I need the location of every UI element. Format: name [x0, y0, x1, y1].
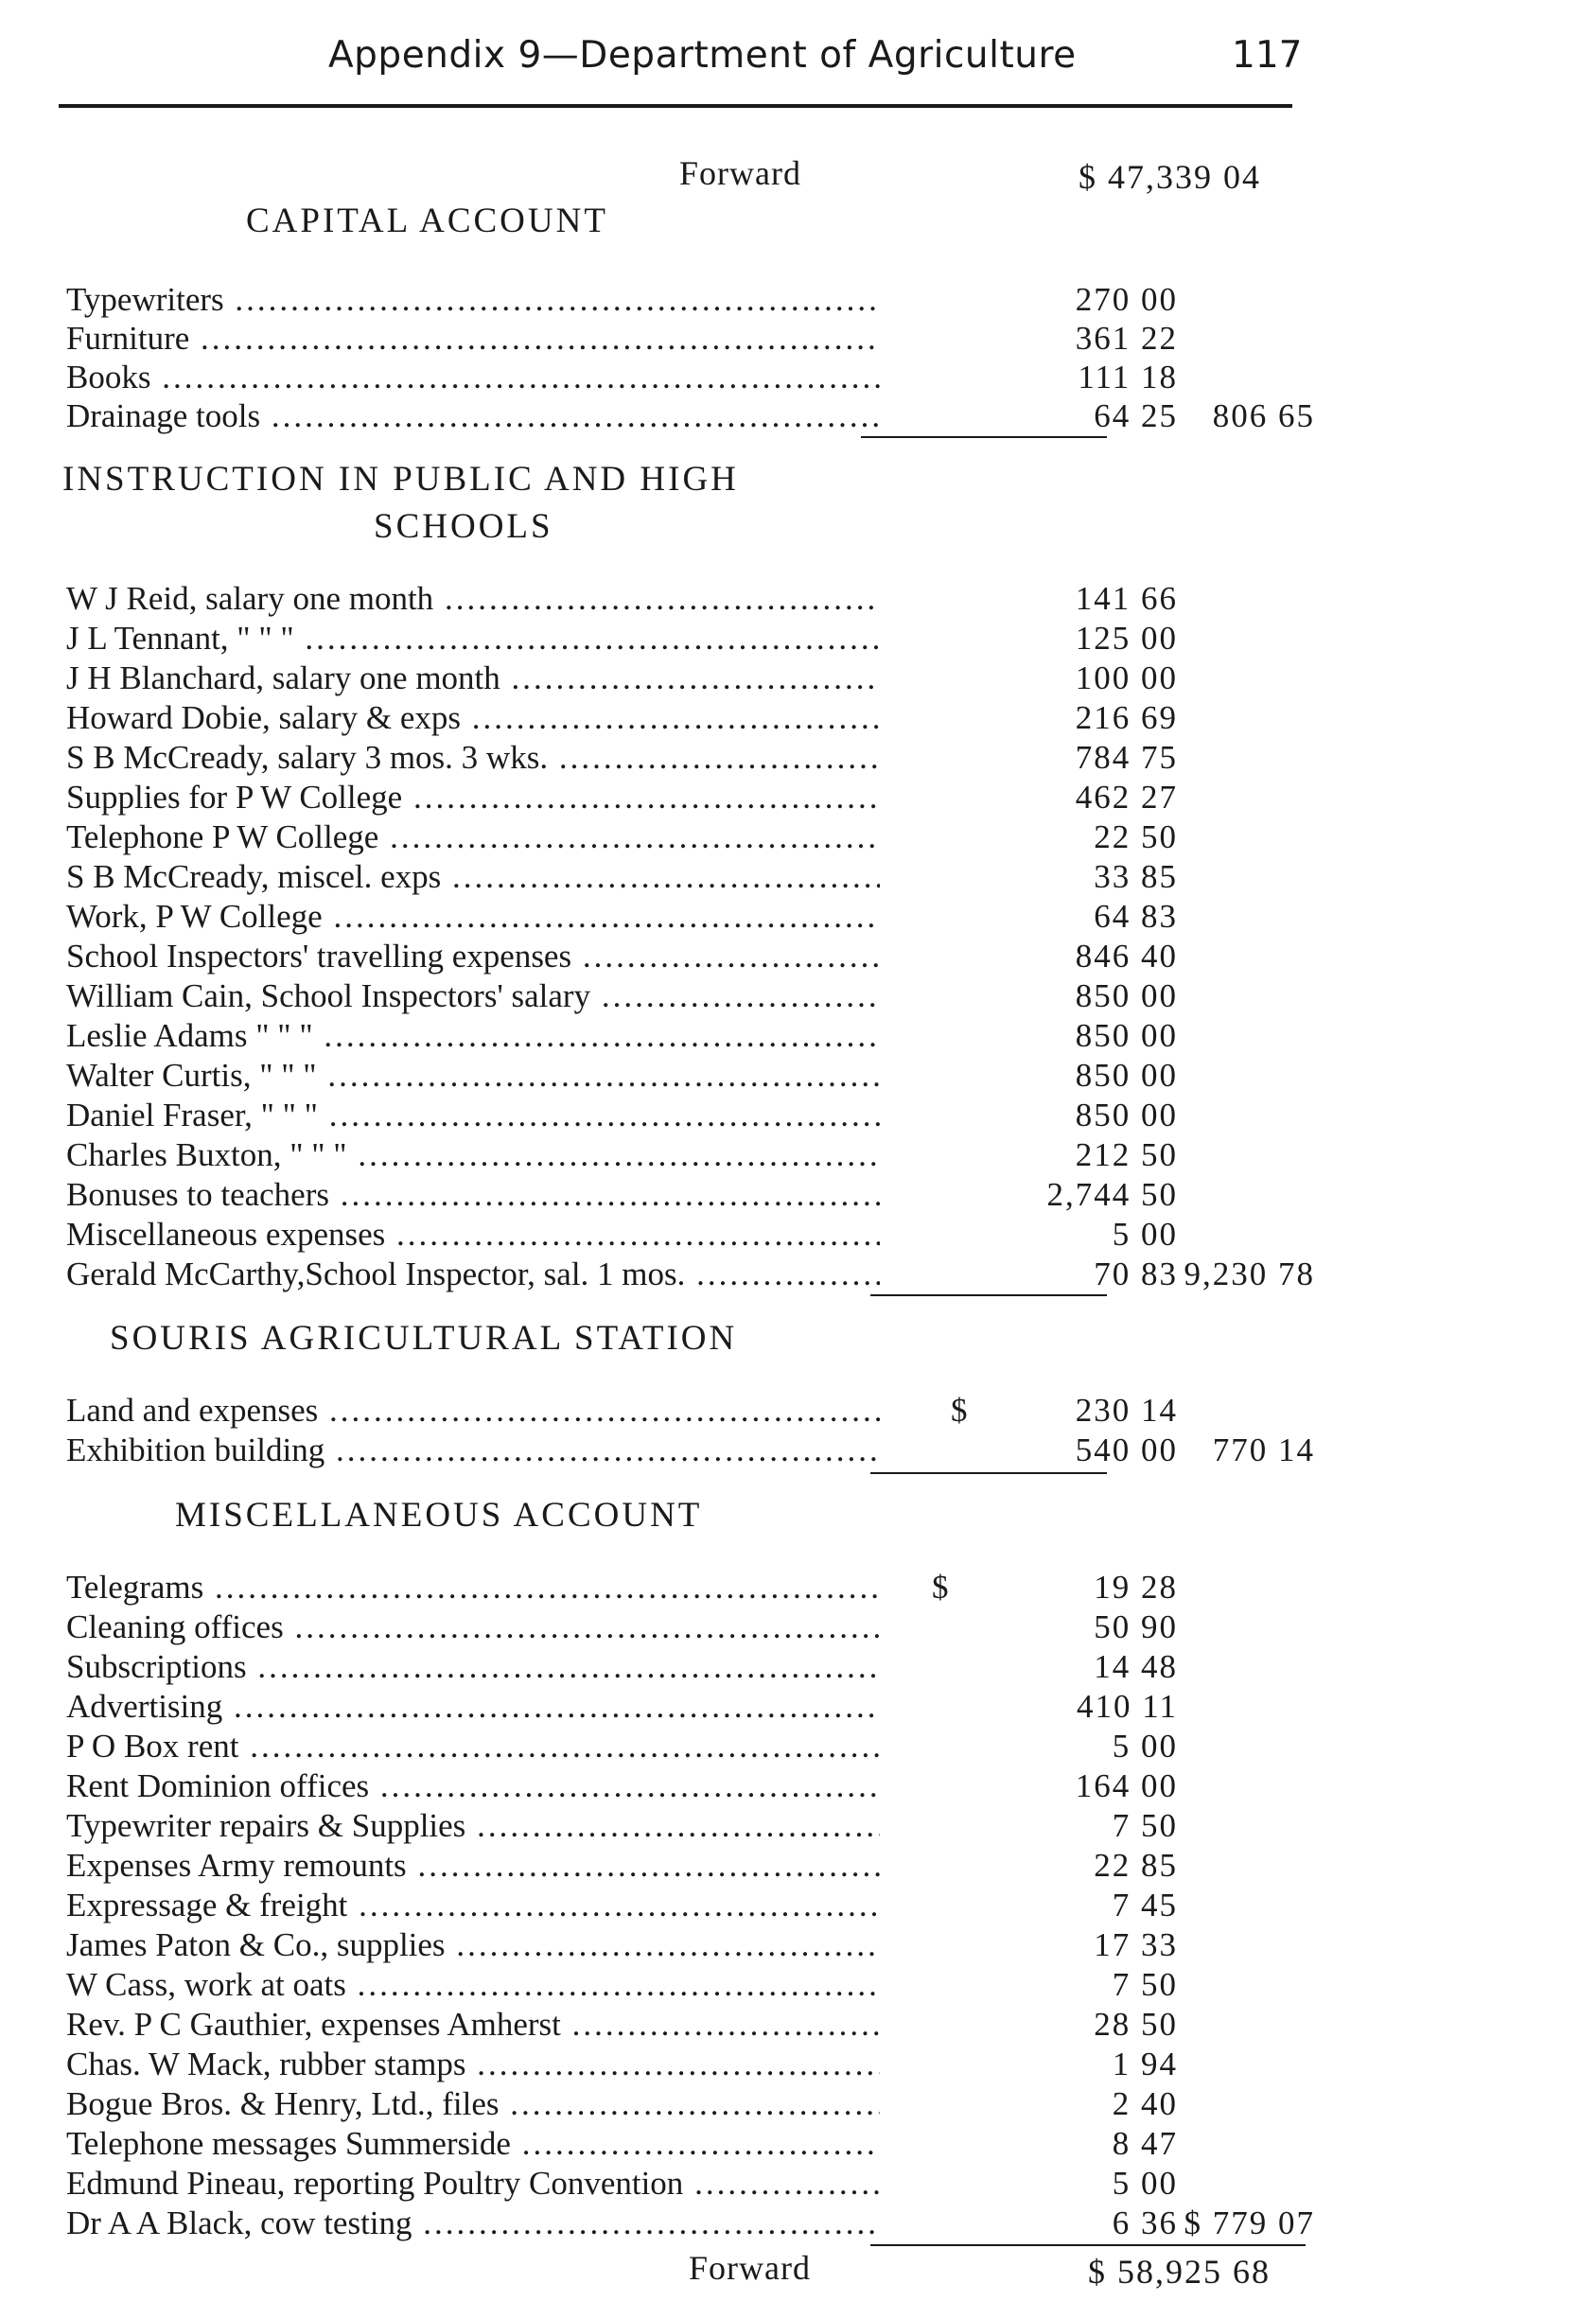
ledger-row	[66, 1256, 1315, 1295]
page-header	[59, 28, 1303, 85]
row-amount: 22 85	[1094, 1847, 1178, 1884]
row-amount: 164 00	[1075, 1767, 1178, 1804]
row-label: Expressage & freight .....	[66, 1887, 880, 1924]
row-label: S B McCready, salary 3 mos. 3 wks. .....	[66, 739, 880, 777]
row-label: Land and expenses .....	[66, 1392, 880, 1430]
ledger-row	[66, 659, 1315, 699]
ledger-row	[66, 2006, 1315, 2046]
subtotal-rule	[870, 2244, 1306, 2246]
ledger-row	[66, 1057, 1315, 1097]
ledger-row	[66, 1608, 1315, 1648]
row-amount: 410 11	[1077, 1688, 1178, 1725]
ledger-row	[66, 359, 1315, 398]
row-label: Leslie Adams " " " .....	[66, 1017, 880, 1055]
row-label: Work, P W College .....	[66, 898, 880, 936]
ledger-row	[66, 1648, 1315, 1688]
row-label: Telegrams .....	[66, 1569, 880, 1607]
row-label: Advertising .....	[66, 1688, 880, 1726]
row-amount: 216 69	[1075, 699, 1178, 736]
section-total: 9,230 78	[1184, 1256, 1315, 1292]
page-number: 117	[1232, 34, 1303, 77]
ledger-row	[66, 2085, 1315, 2125]
row-label: Drainage tools .....	[66, 397, 880, 435]
row-amount: 8 47	[1112, 2125, 1178, 2162]
row-amount: 846 40	[1075, 938, 1178, 975]
section-title-miscellaneous: MISCELLANEOUS ACCOUNT	[175, 1496, 703, 1535]
section-title-instruction: INSTRUCTION IN PUBLIC AND HIGH	[62, 460, 739, 499]
row-label: Books .....	[66, 359, 880, 396]
row-label: Dr A A Black, cow testing .....	[66, 2204, 880, 2242]
row-label: Howard Dobie, salary & exps .....	[66, 699, 880, 737]
row-label: Bonuses to teachers .....	[66, 1176, 880, 1214]
row-amount: 50 90	[1094, 1608, 1178, 1645]
row-label: Rent Dominion offices .....	[66, 1767, 880, 1805]
currency-sign: $	[932, 1569, 949, 1606]
row-label: William Cain, School Inspectors' salary .....	[66, 977, 880, 1015]
forward-amount-bottom: $ 58,925 68	[1088, 2253, 1271, 2291]
subtotal-rule	[870, 1294, 1107, 1296]
ledger-row	[66, 779, 1315, 818]
forward-amount-top: $ 47,339 04	[1079, 158, 1261, 196]
forward-label-bottom: Forward	[689, 2249, 811, 2287]
row-amount: 212 50	[1075, 1136, 1178, 1173]
row-amount: 462 27	[1075, 779, 1178, 816]
row-label: Miscellaneous expenses .....	[66, 1216, 880, 1254]
row-amount: 100 00	[1075, 659, 1178, 696]
row-label: J H Blanchard, salary one month .....	[66, 659, 880, 697]
row-amount: 850 00	[1075, 1057, 1178, 1094]
ledger-row	[66, 1136, 1315, 1176]
ledger-row	[66, 898, 1315, 938]
ledger-row	[66, 620, 1315, 659]
row-amount: 850 00	[1075, 1097, 1178, 1133]
row-label: Daniel Fraser, " " " .....	[66, 1097, 880, 1134]
ledger-row	[66, 1017, 1315, 1057]
row-amount: 33 85	[1094, 858, 1178, 895]
row-amount: 5 00	[1112, 2165, 1178, 2202]
ledger-row	[66, 938, 1315, 977]
row-amount: 5 00	[1112, 1216, 1178, 1253]
row-label: Gerald McCarthy,School Inspector, sal. 1 mos. .....	[66, 1256, 880, 1293]
row-amount: 28 50	[1094, 2006, 1178, 2043]
row-amount: 2 40	[1112, 2085, 1178, 2122]
page-title: Appendix 9—Department of Agriculture	[328, 34, 1077, 77]
row-amount: 19 28	[1094, 1569, 1178, 1606]
ledger-row	[66, 1966, 1315, 2006]
row-label: Typewriter repairs & Supplies .....	[66, 1807, 880, 1845]
row-label: Typewriters .....	[66, 281, 880, 319]
subtotal-rule	[870, 1472, 1107, 1474]
row-amount: 5 00	[1112, 1728, 1178, 1765]
row-label: Charles Buxton, " " " .....	[66, 1136, 880, 1174]
ledger-row	[66, 1807, 1315, 1847]
row-amount: 14 48	[1094, 1648, 1178, 1685]
ledger-row	[66, 2125, 1315, 2165]
ledger-row	[66, 1432, 1315, 1471]
row-label: J L Tennant, " " " .....	[66, 620, 880, 658]
row-label: School Inspectors' travelling expenses .....	[66, 938, 880, 975]
ledger-row	[66, 1926, 1315, 1966]
row-label: Edmund Pineau, reporting Poultry Convention .....	[66, 2165, 880, 2203]
row-label: Exhibition building .....	[66, 1432, 880, 1469]
row-amount: 850 00	[1075, 977, 1178, 1014]
section-total: $ 779 07	[1184, 2204, 1315, 2241]
row-label: Furniture .....	[66, 320, 880, 358]
ledger-row	[66, 1847, 1315, 1887]
row-label: Telephone messages Summerside .....	[66, 2125, 880, 2163]
ledger-row	[66, 2046, 1315, 2085]
ledger-row	[66, 2204, 1315, 2244]
row-label: Rev. P C Gauthier, expenses Amherst .....	[66, 2006, 880, 2044]
row-amount: 111 18	[1078, 359, 1178, 395]
row-label: S B McCready, miscel. exps .....	[66, 858, 880, 896]
ledger-row	[66, 1569, 1315, 1608]
ledger-row	[66, 1688, 1315, 1728]
ledger-row	[66, 2165, 1315, 2204]
row-amount: 7 50	[1112, 1807, 1178, 1844]
ledger-row	[66, 818, 1315, 858]
row-label: James Paton & Co., supplies .....	[66, 1926, 880, 1964]
row-amount: 2,744 50	[1046, 1176, 1178, 1213]
ledger-row	[66, 1097, 1315, 1136]
ledger-row	[66, 1216, 1315, 1256]
ledger-row	[66, 1392, 1315, 1432]
ledger-row	[66, 397, 1315, 437]
ledger-row	[66, 1176, 1315, 1216]
ledger-row	[66, 739, 1315, 779]
row-label: Bogue Bros. & Henry, Ltd., files .....	[66, 2085, 880, 2123]
ledger-row	[66, 580, 1315, 620]
row-amount: 270 00	[1075, 281, 1178, 318]
ledger-row	[66, 1887, 1315, 1926]
section-title-souris: SOURIS AGRICULTURAL STATION	[110, 1319, 738, 1358]
row-amount: 850 00	[1075, 1017, 1178, 1054]
row-amount: 784 75	[1075, 739, 1178, 776]
ledger-row	[66, 699, 1315, 739]
ledger-row	[66, 281, 1315, 321]
row-label: Expenses Army remounts .....	[66, 1847, 880, 1885]
row-amount: 7 45	[1112, 1887, 1178, 1923]
row-label: P O Box rent .....	[66, 1728, 880, 1765]
row-amount: 64 83	[1094, 898, 1178, 935]
row-amount: 361 22	[1075, 320, 1178, 357]
section-total: 770 14	[1212, 1432, 1315, 1468]
row-label: W J Reid, salary one month .....	[66, 580, 880, 618]
ledger-row	[66, 858, 1315, 898]
currency-sign: $	[951, 1392, 968, 1429]
section-title-capital: CAPITAL ACCOUNT	[246, 202, 608, 240]
row-amount: 22 50	[1094, 818, 1178, 855]
row-label: Subscriptions .....	[66, 1648, 880, 1686]
row-label: Supplies for P W College .....	[66, 779, 880, 817]
row-amount: 7 50	[1112, 1966, 1178, 2003]
row-amount: 125 00	[1075, 620, 1178, 657]
subtotal-rule	[861, 436, 1107, 438]
ledger-row	[66, 1728, 1315, 1767]
section-title-instruction-line2: SCHOOLS	[374, 507, 553, 546]
row-label: W Cass, work at oats .....	[66, 1966, 880, 2004]
row-label: Walter Curtis, " " " .....	[66, 1057, 880, 1095]
ledger-row	[66, 1767, 1315, 1807]
row-amount: 230 14	[1075, 1392, 1178, 1429]
row-amount: 540 00	[1075, 1432, 1178, 1468]
row-amount: 6 36	[1112, 2204, 1178, 2241]
row-amount: 141 66	[1075, 580, 1178, 617]
row-label: Cleaning offices .....	[66, 1608, 880, 1646]
row-label: Telephone P W College .....	[66, 818, 880, 856]
row-amount: 1 94	[1112, 2046, 1178, 2082]
forward-label-top: Forward	[679, 154, 801, 192]
row-label: Chas. W Mack, rubber stamps .....	[66, 2046, 880, 2083]
row-amount: 64 25	[1094, 397, 1178, 434]
row-amount: 70 83	[1094, 1256, 1178, 1292]
row-amount: 17 33	[1094, 1926, 1178, 1963]
header-rule	[59, 104, 1292, 108]
section-total: 806 65	[1212, 397, 1315, 434]
ledger-row	[66, 977, 1315, 1017]
ledger-row	[66, 320, 1315, 360]
